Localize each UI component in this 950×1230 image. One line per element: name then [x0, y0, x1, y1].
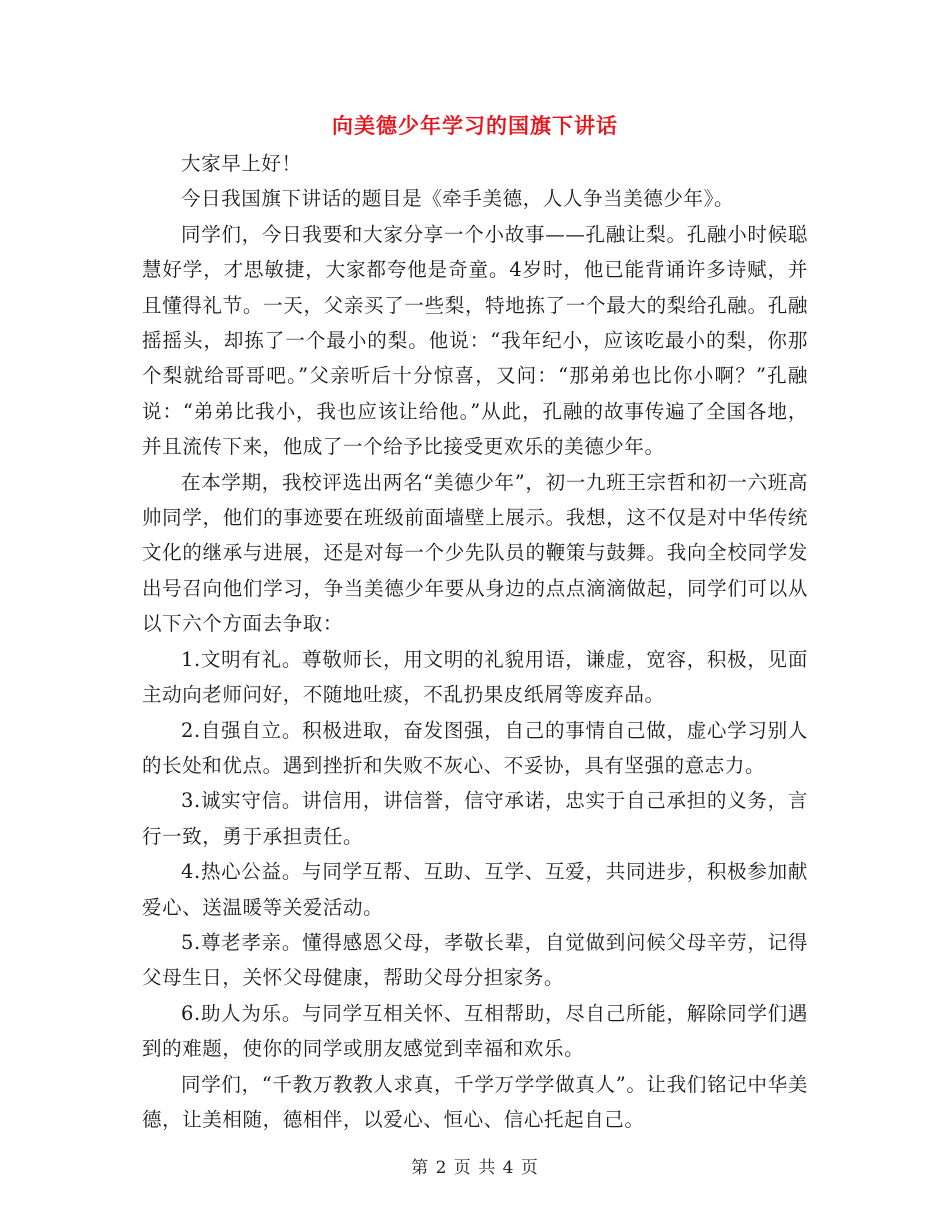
selection-paragraph: 在本学期，我校评选出两名“美德少年”，初一九班王宗哲和初一六班高帅同学，他们的事迹要在班级前面墙壁上展示。我想，这不仅是对中华传统文化的继承与进展，还是对每一个少先队员的鞭策与鼓舞。我向全校同学发出号召向他们学习，争当美德少年要从身边的点点滴滴做起，同学们可以从以下六个方面去争取： — [142, 470, 808, 636]
story-paragraph: 同学们，今日我要和大家分享一个小故事——孔融让梨。孔融小时候聪慧好学，才思敏捷，大家都夸他是奇童。4岁时，他已能背诵许多诗赋，并且懂得礼节。一天，父亲买了一些梨，特地拣了一个最大的梨给孔融。孔融摇摇头，却拣了一个最小的梨。他说：“我年纪小，应该吃最小的梨，你那个梨就给哥哥吧。”父亲听后十分惊喜，又问：“那弟弟也比你小啊？”孔融说：“弟弟比我小，我也应该让给他。”从此，孔融的故事传遍了全国各地，并且流传下来，他成了一个给予比接受更欢乐的美德少年。 — [142, 222, 808, 459]
page-number: 第 2 页 共 4 页 — [411, 1158, 539, 1178]
point-6-paragraph: 6.助人为乐。与同学互相关怀、互相帮助，尽自己所能，解除同学们遇到的难题，使你的同学或朋友感觉到幸福和欢乐。 — [142, 1001, 808, 1061]
greeting-paragraph: 大家早上好！ — [181, 152, 302, 175]
topic-paragraph: 今日我国旗下讲话的题目是《牵手美德，人人争当美德少年》。 — [181, 187, 735, 211]
point-3-paragraph: 3.诚实守信。讲信用，讲信誉，信守承诺，忠实于自己承担的义务，言行一致，勇于承担责任。 — [142, 789, 808, 848]
point-5-paragraph: 5.尊老孝亲。懂得感恩父母，孝敬长辈，自觉做到问候父母辛劳，记得父母生日，关怀父母健康，帮助父母分担家务。 — [142, 930, 808, 990]
document-body — [142, 146, 808, 1137]
document-title: 向美德少年学习的国旗下讲话 — [332, 114, 618, 138]
point-4-paragraph: 4.热心公益。与同学互帮、互助、互学、互爱，共同进步，积极参加献爱心、送温暖等关爱活动。 — [142, 860, 808, 919]
point-1-paragraph: 1.文明有礼。尊敬师长，用文明的礼貌用语，谦虚，宽容，积极，见面主动向老师问好，不随地吐痰，不乱扔果皮纸屑等废弃品。 — [142, 647, 808, 707]
closing-paragraph: 同学们，“千教万教教人求真，千学万学学做真人”。让我们铭记中华美德，让美相随，德相伴，以爱心、恒心、信心托起自己。 — [142, 1072, 808, 1131]
point-2-paragraph: 2.自强自立。积极进取，奋发图强，自己的事情自己做，虚心学习别人的长处和优点。遇到挫折和失败不灰心、不妥协，具有坚强的意志力。 — [142, 718, 808, 777]
